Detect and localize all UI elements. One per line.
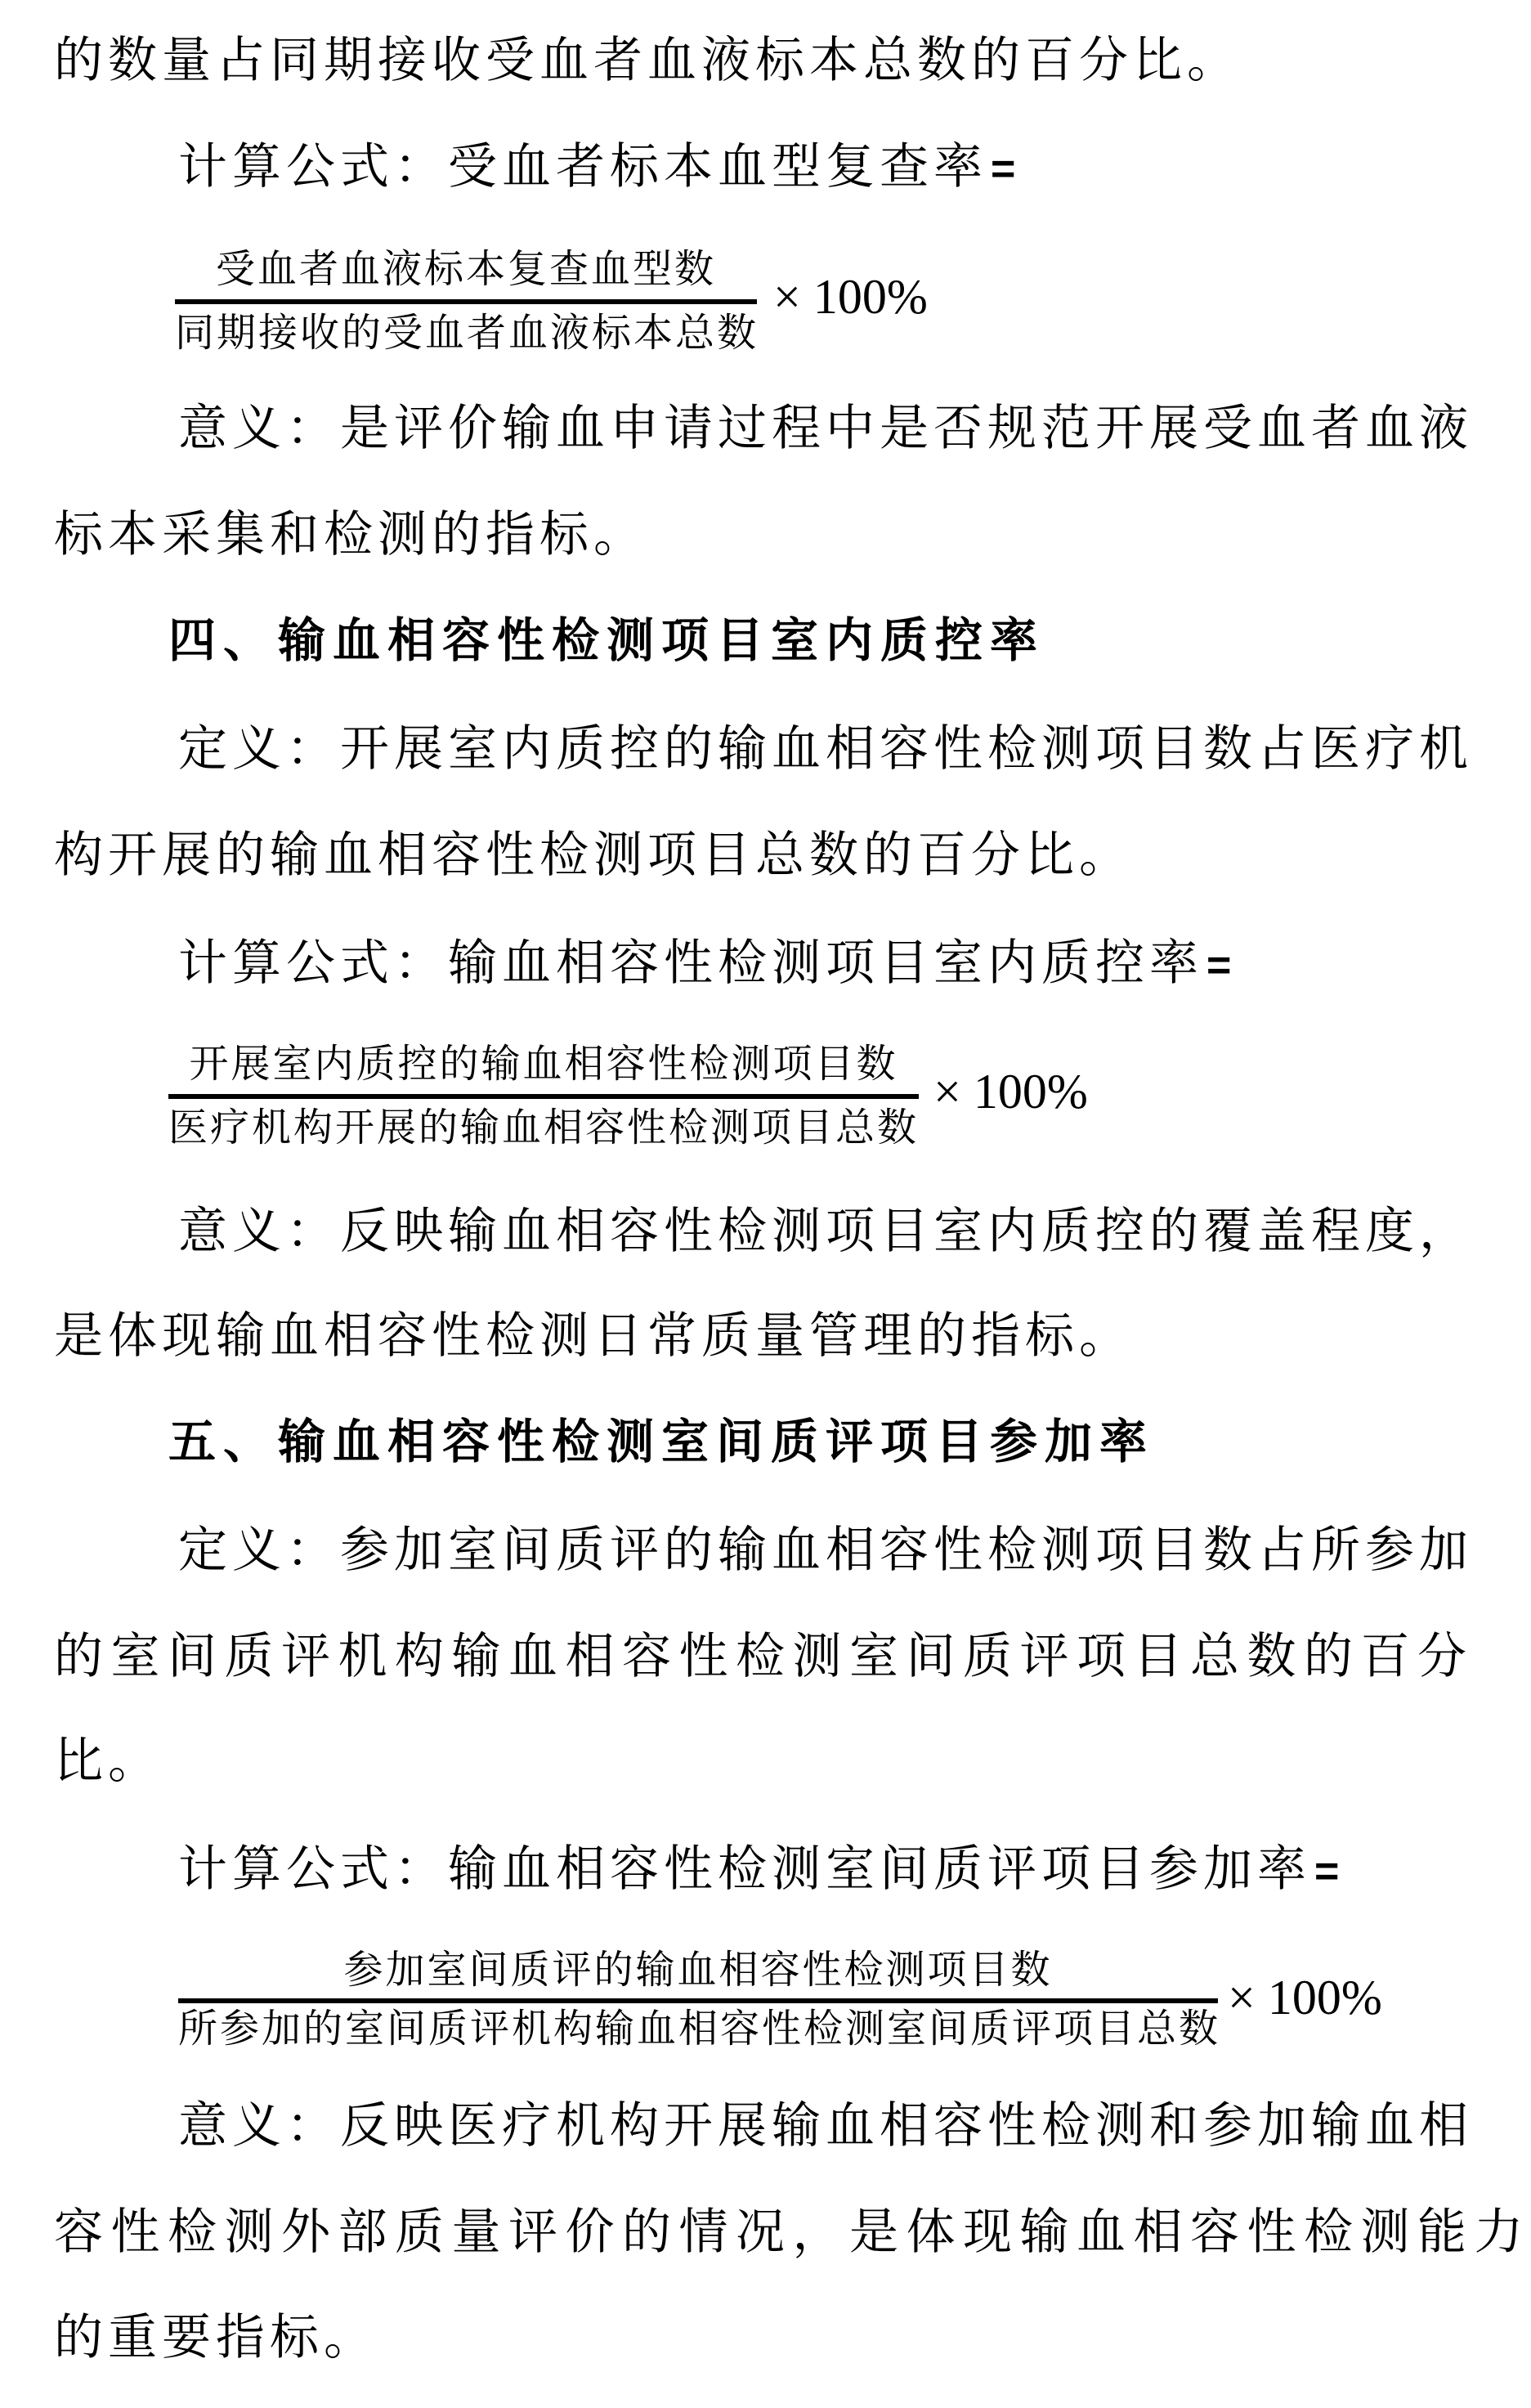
section4-meaning-line-2: 是体现输血相容性检测日常质量管理的指标。 [54, 1309, 1133, 1363]
formula2-multiplier: × 100% [933, 1065, 1088, 1119]
formula3-label-line [178, 1843, 1344, 1898]
formula2-equals-sign: = [1206, 942, 1237, 989]
section5-meaning-line-2: 容性检测外部质量评价的情况，是体现输血相容性检测能力 [54, 2205, 1531, 2259]
section5-definition-line-2: 的室间质评机构输血相容性检测室间质评项目总数的百分 [54, 1630, 1475, 1684]
section5-meaning-line-3: 的重要指标。 [54, 2311, 378, 2365]
formula1-multiplier: × 100% [773, 270, 928, 324]
section4-definition-line-1: 定义：开展室内质控的输血相容性检测项目数占医疗机 [178, 722, 1473, 776]
section5-definition-line-1: 定义：参加室间质评的输血相容性检测项目数占所参加 [178, 1523, 1473, 1577]
intro-meaning-line-2: 标本采集和检测的指标。 [54, 508, 647, 562]
formula2-label: 计算公式：输血相容性检测项目室内质控率 [178, 936, 1203, 990]
formula3-multiplier: × 100% [1228, 1971, 1382, 2025]
section5-definition-line-3: 比。 [54, 1734, 162, 1788]
section4-definition-line-2: 构开展的输血相容性检测项目总数的百分比。 [54, 828, 1133, 882]
formula3-denominator: 所参加的室间质评机构输血相容性检测室间质评项目总数 [178, 2007, 1221, 2051]
formula3-numerator: 参加室间质评的输血相容性检测项目数 [343, 1948, 1053, 1992]
section5-heading: 五、输血相容性检测室间质评项目参加率 [168, 1415, 1155, 1469]
section4-heading: 四、输血相容性检测项目室内质控率 [168, 614, 1045, 667]
formula1-denominator: 同期接收的受血者血液标本总数 [175, 312, 759, 355]
formula1-fraction-bar [175, 299, 757, 304]
formula3-label: 计算公式：输血相容性检测室间质评项目参加率 [178, 1842, 1311, 1896]
formula3-equals-sign: = [1314, 1848, 1345, 1895]
section4-meaning-line-1: 意义：反映输血相容性检测项目室内质控的覆盖程度， [178, 1204, 1473, 1258]
formula2-fraction-bar [168, 1094, 919, 1099]
formula2-label-line [178, 937, 1236, 992]
section5-meaning-line-1: 意义：反映医疗机构开展输血相容性检测和参加输血相 [178, 2099, 1473, 2153]
formula3-fraction-bar [178, 1998, 1218, 2003]
intro-paragraph-tail: 的数量占同期接收受血者血液标本总数的百分比。 [54, 34, 1241, 87]
formula1-label-line [178, 141, 1020, 195]
formula1-equals-sign: = [991, 146, 1021, 193]
formula1-numerator: 受血者血液标本复查血型数 [215, 248, 716, 291]
intro-meaning-line-1: 意义：是评价输血申请过程中是否规范开展受血者血液 [178, 401, 1473, 455]
formula2-numerator: 开展室内质控的输血相容性检测项目数 [189, 1043, 898, 1086]
formula1-label: 计算公式：受血者标本血型复查率 [178, 140, 987, 194]
formula2-denominator: 医疗机构开展的输血相容性检测项目总数 [168, 1106, 920, 1150]
